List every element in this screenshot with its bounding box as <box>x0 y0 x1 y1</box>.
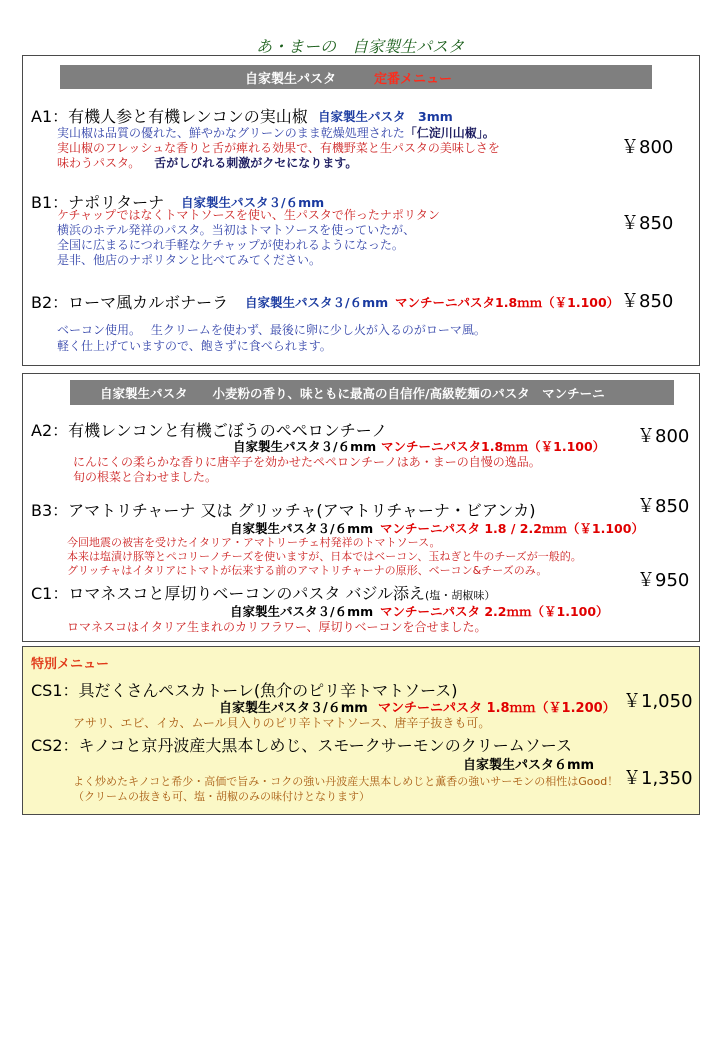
item-price-b2: ￥850 <box>621 291 674 312</box>
item-desc-a2-2: 旬の根菜と合わせました。 <box>73 470 218 484</box>
item-desc-a2-1: にんにくの柔らかな香りに唐辛子を効かせたペペロンチーノはあ・まーの自慢の逸品。 <box>73 455 541 469</box>
standard-menu-section <box>22 55 700 366</box>
item-desc-b1-1: ケチャップではなくトマトソースを使い、生パスタで作ったナポリタン <box>57 208 440 222</box>
item-desc-b1-4: 是非、他店のナポリタンと比べてみてください。 <box>57 253 322 267</box>
item-desc-b3-1: 今回地震の被害を受けたイタリア・アマトリーチェ村発祥のトマトソース。 <box>67 536 441 549</box>
item-price-b1: ￥850 <box>621 213 674 234</box>
item-desc-a1-1: 実山椒は品質の優れた、鮮やかなグリーンのまま乾燥処理された「仁淀川山椒」。 <box>57 126 495 140</box>
banner-label: 自家製生パスタ <box>245 71 337 87</box>
item-heading-b1: B1：ナポリターナ <box>31 193 165 212</box>
item-desc-cs2-1: よく炒めたキノコと希少・高価で旨み・コクの強い丹波産大黒本しめじと薫香の強いサーモンの相性はGood！ <box>73 775 619 788</box>
item-heading-c1: C1：ロマネスコと厚切りベーコンのパスタ バジル添え(塩・胡椒味） <box>31 584 496 603</box>
item-price-b3: ￥850 <box>637 496 690 517</box>
item-pasta-a2: 自家製生パスタ３/６mm <box>233 439 377 454</box>
item-desc-cs1-1: アサリ、エビ、イカ、ムール貝入りのピリ辛トマトソース、唐辛子抜きも可。 <box>73 716 491 730</box>
special-menu-section <box>22 646 700 815</box>
item-desc-a1-2: 実山椒のフレッシュな香りと舌が痺れる効果で、有機野菜と生パスタの美味しさを <box>57 141 500 155</box>
item-desc-b2-1: ベーコン使用。 生クリームを使わず、最後に卵に少し火が入るのがローマ風。 <box>57 323 486 337</box>
item-heading-cs1: CS1：具だくさんペスカトーレ(魚介のピリ辛トマトソース) <box>31 681 458 700</box>
item-pasta-b3: 自家製生パスタ３/６mm <box>230 521 374 536</box>
item-pasta-b2: 自家製生パスタ３/６mm <box>245 295 389 310</box>
item-price-a2: ￥800 <box>637 426 690 447</box>
item-heading-b2: B2：ローマ風カルボナーラ <box>31 293 229 312</box>
item-pasta2-c1: マンチーニパスタ 2.2ｍｍ（￥1.100） <box>380 604 609 619</box>
special-menu-label: 特別メニュー <box>31 657 110 672</box>
item-price-cs1: ￥1,050 <box>623 691 693 712</box>
item-desc-b3-2: 本来は塩漬け豚等とペコリーノチーズを使いますが、日本ではベーコン、玉ねぎと牛のチーズが一般的。 <box>67 550 582 563</box>
item-heading-cs2: CS2：キノコと京丹波産大黒本しめじ、スモークサーモンのクリームソース <box>31 736 572 755</box>
item-pasta-a1: 自家製生パスタ 3mm <box>318 109 453 124</box>
mancini-menu-section <box>22 373 700 642</box>
item-heading-b3: B3：アマトリチャーナ 又は グリッチャ(アマトリチャーナ・ビアンカ) <box>31 501 536 520</box>
standard-menu-banner <box>60 65 652 89</box>
item-heading-a2: A2：有機レンコンと有機ごぼうのペペロンチーノ <box>31 421 388 440</box>
item-pasta-c1: 自家製生パスタ３/６mm <box>230 604 374 619</box>
item-pasta2-cs1: マンチーニパスタ 1.8ｍｍ（￥1.200） <box>378 701 616 716</box>
item-pasta2-b3: マンチーニパスタ 1.8 / 2.2ｍｍ（￥1.100） <box>380 521 644 536</box>
item-pasta-cs2: 自家製生パスタ６mm <box>463 758 595 773</box>
item-desc-b1-2: 横浜のホテル発祥のパスタ。当初はトマトソースを使っていたが、 <box>57 223 416 237</box>
item-desc-a1-3: 味わうパスタ。 舌がしびれる刺激がクセになります。 <box>57 156 358 170</box>
item-desc-b2-2: 軽く仕上げていますので、飽きずに食べられます。 <box>57 339 332 353</box>
item-price-cs2: ￥1,350 <box>623 768 693 789</box>
item-pasta2-a2: マンチーニパスタ1.8ｍｍ（￥1.100） <box>381 439 606 454</box>
mancini-menu-banner: 自家製生パスタ 小麦粉の香り、味ともに最高の自信作/高級乾麺のパスタ マンチーニ <box>70 380 674 405</box>
item-heading-a1: A1：有機人参と有機レンコンの実山椒 <box>31 107 308 126</box>
item-desc-c1-1: ロマネスコはイタリア生まれのカリフラワー、厚切りベーコンを合せました。 <box>67 620 487 634</box>
item-pasta2-b2: マンチーニパスタ1.8ｍｍ（￥1.100） <box>395 295 620 310</box>
page-title: あ・まーの 自家製生パスタ <box>255 37 464 56</box>
item-desc-b3-3: グリッチャはイタリアにトマトが伝来する前のアマトリチャーナの原形、ベーコン&チーズのみ。 <box>67 564 548 577</box>
item-price-c1: ￥950 <box>637 570 690 591</box>
item-pasta-cs1: 自家製生パスタ３/６mm <box>219 701 368 716</box>
item-price-a1: ￥800 <box>621 137 674 158</box>
banner-red-label: 定番メニュー <box>374 71 453 87</box>
item-desc-cs2-2: （クリームの抜きも可、塩・胡椒のみの味付けとなります） <box>73 790 370 803</box>
item-pasta-b1: 自家製生パスタ３/６mm <box>181 195 325 210</box>
item-desc-b1-3: 全国に広まるにつれ手軽なケチャップが使われるようになった。 <box>57 238 404 252</box>
